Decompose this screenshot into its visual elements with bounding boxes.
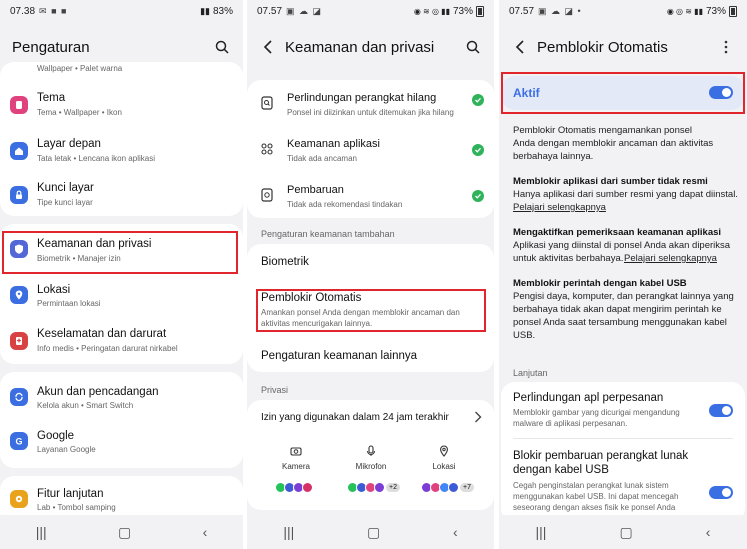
search-icon[interactable] [464,38,482,56]
home-button[interactable]: ▢ [619,523,633,540]
sidebar-item-tema[interactable]: Tema [37,92,66,104]
perm-apps-kamera [275,482,311,493]
check-icon [472,94,484,106]
svg-text:G: G [15,436,23,447]
status-time: 07.57 [257,5,283,17]
item-google[interactable]: Google [37,430,75,442]
check-icon [472,144,484,156]
recent-apps-button[interactable]: ||| [283,524,295,540]
camera-icon [290,445,302,457]
item-kunci-layar[interactable]: Kunci layar [37,182,94,194]
item-sub: Tata letak • Lencana ikon aplikasi [37,154,155,163]
location-pin-icon [438,445,450,457]
status-bar [0,0,243,22]
permissions-title[interactable]: Izin yang digunakan dalam 24 jam terakhir [261,412,449,423]
status-bar [247,0,494,22]
divider [513,438,733,439]
section-lanjutan-label: Lanjutan [513,368,548,378]
highlight-box [2,231,238,274]
signal-icon: ◉ ◎ ≋ ▮▮ [666,6,703,16]
settings-card-display [0,62,243,216]
page-title: Pengaturan [12,38,90,56]
gear-plus-icon [10,490,28,508]
item-app-security[interactable]: Keamanan aplikasi [287,138,380,150]
feature-title: Memblokir aplikasi dari sumber tidak resmi [513,176,708,187]
item-lokasi[interactable]: Lokasi [37,284,71,296]
item-messaging-protection[interactable]: Perlindungan apl perpesanan [513,392,664,404]
find-device-icon [261,96,273,115]
toggle-label: Aktif [513,86,540,100]
item-sub: malware di aplikasi perpesanan. [513,419,628,428]
battery-text: 73% [452,5,473,17]
perm-label: Kamera [281,462,310,471]
signal-icon: ▮▮ [200,5,210,16]
feature-text: untuk aktivitas berbahaya. [513,253,624,264]
app-icon [302,482,313,493]
signal-icon: ◉ ≋ ◎ ▮▮ [413,6,450,16]
microphone-icon [365,445,377,457]
intro-text: Pemblokir Otomatis mengamankan ponsel [513,125,693,136]
home-button[interactable]: ▢ [118,523,132,540]
item-sub: Lab • Tombol samping [37,503,116,512]
home-screen-icon [10,142,28,160]
item-sub: Tema • Wallpaper • Ikon [37,108,122,117]
item-sub: Kelola akun • Smart Switch [37,401,134,410]
feature-text: Hanya aplikasi dari sumber resmi yang dapat diinstal. [513,189,738,200]
notification-icons: ▣ ☁ ◪ [286,5,323,16]
recent-apps-button[interactable]: ||| [35,524,47,540]
google-icon [10,432,28,450]
learn-more-link[interactable]: Pelajari selengkapnya [624,253,717,264]
item-sub: Tipe kunci layar [37,198,93,207]
item-find-device[interactable]: Perlindungan perangkat hilang [287,92,437,104]
search-icon[interactable] [213,38,231,56]
feature-text: USB. [513,330,536,341]
item-updates[interactable]: Pembaruan [287,184,344,196]
back-button[interactable]: ‹ [452,524,458,540]
item-keamanan-privasi[interactable]: Keamanan dan privasi [37,238,152,250]
battery-icon [476,6,484,17]
item-title-cont: dengan kabel USB [513,464,609,476]
page-title: Keamanan dan privasi [285,38,435,56]
intro-text: berbahaya lainnya. [513,151,594,162]
item-sub: Biometrik • Manajer izin [37,254,121,263]
perm-lokasi[interactable] [429,444,459,471]
status-time: 07.57 [509,5,535,17]
feature-title: Memblokir perintah dengan kabel USB [513,278,687,289]
perm-label: Mikrofon [355,462,387,471]
status-time: 07.38 [10,5,36,17]
back-button[interactable]: ‹ [705,524,711,540]
advanced-card [501,382,745,522]
palette-icon [10,96,28,114]
item-other-security[interactable]: Pengaturan keamanan lainnya [261,350,418,362]
feature-text: ponsel Anda saat tersambung menggunakan kabel [513,317,727,328]
auto-blocker-panel [499,0,747,549]
back-arrow-icon[interactable] [511,38,529,56]
emergency-icon [10,332,28,350]
item-auto-blocker[interactable]: Pemblokir Otomatis [261,292,362,304]
settings-card-accounts [0,372,243,468]
section-extra-label: Pengaturan keamanan tambahan [261,229,395,239]
home-button[interactable]: ▢ [367,523,381,540]
security-privacy-panel [247,0,494,549]
item-sub: menggunakan kabel USB. Ini dapat mencegah [513,492,679,501]
sync-icon [10,388,28,406]
more-options-icon[interactable] [717,38,735,56]
cropped-row-sub: Wallpaper • Palet warna [37,64,123,73]
location-icon [10,286,28,304]
item-keselamatan[interactable]: Keselamatan dan darurat [37,328,167,340]
security-status-card [247,80,494,218]
item-sub: aktivitas mencurigakan lainnya. [261,319,373,328]
more-count-badge: +2 [386,483,400,492]
notification-icons: ✉ ■ ■ [39,5,68,16]
messaging-protection-toggle[interactable] [709,404,733,417]
check-icon [472,190,484,202]
notification-icons: ▣ ☁ ◪ • [538,5,582,16]
item-biometrik[interactable]: Biometrik [261,256,309,268]
item-sub: Permintaan lokasi [37,299,101,308]
status-bar [499,0,747,22]
chevron-right-icon[interactable] [474,410,482,428]
recent-apps-button[interactable]: ||| [535,524,547,540]
item-sub: Info medis • Peringatan darurat nirkabel [37,344,178,353]
page-title: Pemblokir Otomatis [537,38,668,56]
back-button[interactable]: ‹ [202,524,208,540]
nav-bar [499,515,747,549]
battery-icon [729,6,737,17]
highlight-box [256,289,486,332]
settings-panel [0,0,243,549]
perm-kamera[interactable] [281,444,311,471]
item-sub: seseorang dengan akses fisik ke ponsel Anda [513,503,676,512]
feature-text: Pengisi daya, komputer, dan perangkat lainnya yang [513,291,734,302]
item-layar-depan[interactable]: Layar depan [37,138,101,150]
item-akun[interactable]: Akun dan pencadangan [37,386,159,398]
item-sub: Layanan Google [37,445,96,454]
more-count-badge: +7 [460,483,474,492]
back-arrow-icon[interactable] [259,38,277,56]
feature-text: Aplikasi yang diinstal di ponsel Anda akan diperiksa [513,240,731,251]
item-sub: Tidak ada ancaman [287,154,357,163]
section-privacy-label: Privasi [261,385,289,395]
intro-text: Anda dengan memblokir ancaman dan aktivitas [513,138,714,149]
perm-apps-mikrofon [347,482,400,493]
perm-apps-lokasi [421,482,474,493]
perm-label: Lokasi [432,462,456,471]
item-sub: Amankan ponsel Anda dengan memblokir ancaman dan [261,308,460,317]
item-block-usb-updates[interactable]: Blokir pembaruan perangkat lunak [513,450,689,462]
app-icon [374,482,385,493]
item-sub: Tidak ada rekomendasi tindakan [287,200,403,209]
item-sub: Memblokir gambar yang dicurigai mengandung [513,408,680,417]
nav-bar [0,515,243,549]
feature-title: Mengaktifkan pemeriksaan keamanan aplikasi [513,227,722,238]
item-sub: Ponsel ini diizinkan untuk ditemukan jika hilang [287,108,454,117]
highlight-box [501,72,745,114]
item-fitur-lanjutan[interactable]: Fitur lanjutan [37,488,104,500]
update-icon [261,188,273,207]
perm-mikrofon[interactable] [351,444,391,471]
permissions-card [247,400,494,510]
learn-more-link[interactable]: Pelajari selengkapnya [513,202,606,213]
nav-bar [247,515,494,549]
battery-text: 83% [212,5,233,17]
usb-updates-toggle[interactable] [709,486,733,499]
feature-text: berbahaya tidak akan dapat mengirim perintah ke [513,304,722,315]
item-sub: Cegah penginstalan perangkat lunak sistem [513,481,669,490]
lock-icon [10,186,28,204]
app-icon [448,482,459,493]
battery-text: 73% [705,5,726,17]
app-security-icon [261,142,273,160]
